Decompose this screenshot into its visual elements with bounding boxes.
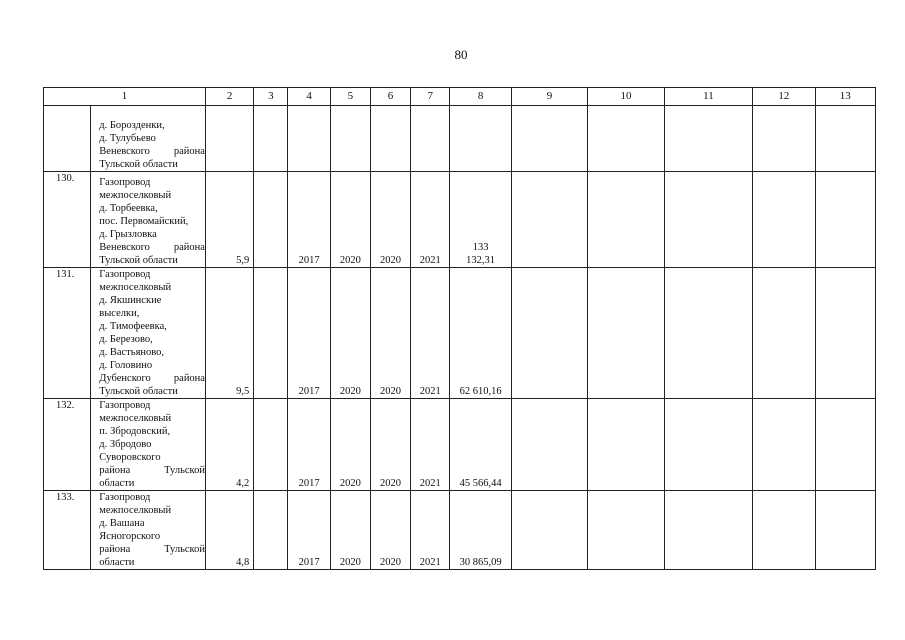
- object-name-line: д. Березово,: [99, 334, 153, 345]
- year-col-7: 2021: [411, 491, 450, 570]
- page-number: 80: [454, 47, 468, 62]
- header-cell: 12: [753, 88, 815, 106]
- object-name: [91, 268, 206, 399]
- object-name-line: межпоселковый: [99, 505, 172, 516]
- object-name-line: Веневского района: [99, 242, 205, 253]
- cost-value: [450, 106, 511, 172]
- header-cell: 8: [450, 88, 511, 106]
- header-cell: 1: [44, 88, 206, 106]
- col-9: [511, 491, 587, 570]
- col-13: [815, 491, 875, 570]
- table-row: [44, 106, 876, 172]
- object-name-line: пос. Первомайский,: [99, 216, 189, 227]
- col-9: [511, 172, 587, 268]
- object-name: [91, 106, 206, 172]
- length-km: 4,8: [205, 491, 253, 570]
- col-11: [664, 399, 753, 491]
- year-col-4: 2017: [288, 172, 330, 268]
- col-13: [815, 172, 875, 268]
- year-col-4: 2017: [288, 399, 330, 491]
- cost-value: [450, 399, 511, 491]
- object-name-line: Газопровод: [99, 177, 151, 188]
- year-col-5: 2020: [330, 491, 370, 570]
- header-cell: 3: [254, 88, 288, 106]
- object-name-line: д. Торбеевка,: [99, 203, 158, 214]
- col-12: [753, 172, 815, 268]
- object-name-line: выселки,: [99, 308, 140, 319]
- year-col-7: 2021: [411, 172, 450, 268]
- table-row: [44, 268, 876, 399]
- col-13: [815, 399, 875, 491]
- object-name-line: Газопровод: [99, 269, 151, 280]
- object-name-line: Дубенского района: [99, 373, 205, 384]
- col-11: [664, 172, 753, 268]
- header-row: [44, 88, 876, 106]
- object-name-line: области: [99, 557, 135, 568]
- col-13: [815, 268, 875, 399]
- object-name-line: п. Збродовский,: [99, 426, 171, 437]
- object-name-line: Тульской области: [99, 386, 178, 397]
- year-col-4: [288, 106, 330, 172]
- col-11: [664, 268, 753, 399]
- header-cell: 13: [815, 88, 875, 106]
- object-name-line: Ясногорского: [99, 531, 161, 542]
- header-cell: 11: [664, 88, 753, 106]
- cost-line: 132,31: [466, 255, 496, 266]
- row-number: 131.: [44, 268, 91, 399]
- col-3: [254, 491, 288, 570]
- col-9: [511, 399, 587, 491]
- col-10: [588, 106, 664, 172]
- header-cell: 2: [205, 88, 253, 106]
- header-cell: 10: [588, 88, 664, 106]
- col-12: [753, 491, 815, 570]
- row-number: 133.: [44, 491, 91, 570]
- object-name-line: д. Тулубьево: [99, 133, 156, 144]
- header-cell: 6: [370, 88, 410, 106]
- cost-line: 30 865,09: [459, 557, 502, 568]
- year-col-5: 2020: [330, 268, 370, 399]
- object-name-line: д. Якшинские: [99, 295, 162, 306]
- cost-value: [450, 268, 511, 399]
- col-3: [254, 172, 288, 268]
- object-name-lines: [99, 491, 205, 569]
- object-name: [91, 172, 206, 268]
- col-10: [588, 399, 664, 491]
- year-col-5: 2020: [330, 172, 370, 268]
- cost-line: 133: [472, 242, 489, 253]
- object-name-line: района Тульской: [99, 544, 205, 555]
- col-12: [753, 106, 815, 172]
- object-name-lines: [99, 399, 205, 490]
- object-name-line: области: [99, 478, 135, 489]
- table-row: [44, 491, 876, 570]
- year-col-5: [330, 106, 370, 172]
- year-col-4: 2017: [288, 491, 330, 570]
- length-km: 5,9: [205, 172, 253, 268]
- table-row: [44, 172, 876, 268]
- header-cell: 4: [288, 88, 330, 106]
- row-number: 132.: [44, 399, 91, 491]
- col-11: [664, 106, 753, 172]
- year-col-6: 2020: [370, 399, 410, 491]
- object-name-line: межпоселковый: [99, 282, 172, 293]
- data-table: [43, 87, 876, 570]
- cost-value: [450, 491, 511, 570]
- year-col-6: 2020: [370, 268, 410, 399]
- cost-value: [450, 172, 511, 268]
- cost-line: 62 610,16: [459, 386, 502, 397]
- object-name-line: д. Вастьяново,: [99, 347, 165, 358]
- year-col-4: 2017: [288, 268, 330, 399]
- col-10: [588, 172, 664, 268]
- object-name-line: Газопровод: [99, 492, 151, 503]
- object-name: [91, 491, 206, 570]
- object-name-line: Тульской области: [99, 159, 178, 170]
- object-name-line: д. Вашана: [99, 518, 145, 529]
- col-13: [815, 106, 875, 172]
- row-number: [44, 106, 91, 172]
- col-9: [511, 268, 587, 399]
- object-name: [91, 399, 206, 491]
- row-number: 130.: [44, 172, 91, 268]
- year-col-7: [411, 106, 450, 172]
- object-name-line: д. Збродово: [99, 439, 152, 450]
- object-name-line: д. Тимофеевка,: [99, 321, 167, 332]
- col-10: [588, 268, 664, 399]
- length-km: 4,2: [205, 399, 253, 491]
- year-col-7: 2021: [411, 399, 450, 491]
- object-name-lines: [99, 268, 205, 398]
- col-3: [254, 399, 288, 491]
- year-col-6: 2020: [370, 172, 410, 268]
- table-row: [44, 399, 876, 491]
- col-9: [511, 106, 587, 172]
- object-name-line: Газопровод: [99, 400, 151, 411]
- year-col-6: [370, 106, 410, 172]
- col-3: [254, 106, 288, 172]
- cost-line: 45 566,44: [459, 478, 502, 489]
- object-name-line: д. Головино: [99, 360, 153, 371]
- year-col-5: 2020: [330, 399, 370, 491]
- header-cell: 5: [330, 88, 370, 106]
- col-11: [664, 491, 753, 570]
- object-name-lines: [99, 119, 205, 171]
- object-name-line: Тульской области: [99, 255, 178, 266]
- year-col-6: 2020: [370, 491, 410, 570]
- col-12: [753, 399, 815, 491]
- object-name-line: Веневского района: [99, 146, 205, 157]
- year-col-7: 2021: [411, 268, 450, 399]
- length-km: 9,5: [205, 268, 253, 399]
- object-name-line: Суворовского: [99, 452, 161, 463]
- col-3: [254, 268, 288, 399]
- object-name-line: д. Борозденки,: [99, 120, 165, 131]
- object-name-line: межпоселковый: [99, 190, 172, 201]
- header-cell: 7: [411, 88, 450, 106]
- object-name-line: района Тульской: [99, 465, 205, 476]
- header-cell: 9: [511, 88, 587, 106]
- object-name-line: д. Грызловка: [99, 229, 157, 240]
- col-10: [588, 491, 664, 570]
- length-km: [205, 106, 253, 172]
- col-12: [753, 268, 815, 399]
- object-name-line: межпоселковый: [99, 413, 172, 424]
- object-name-lines: [99, 176, 205, 267]
